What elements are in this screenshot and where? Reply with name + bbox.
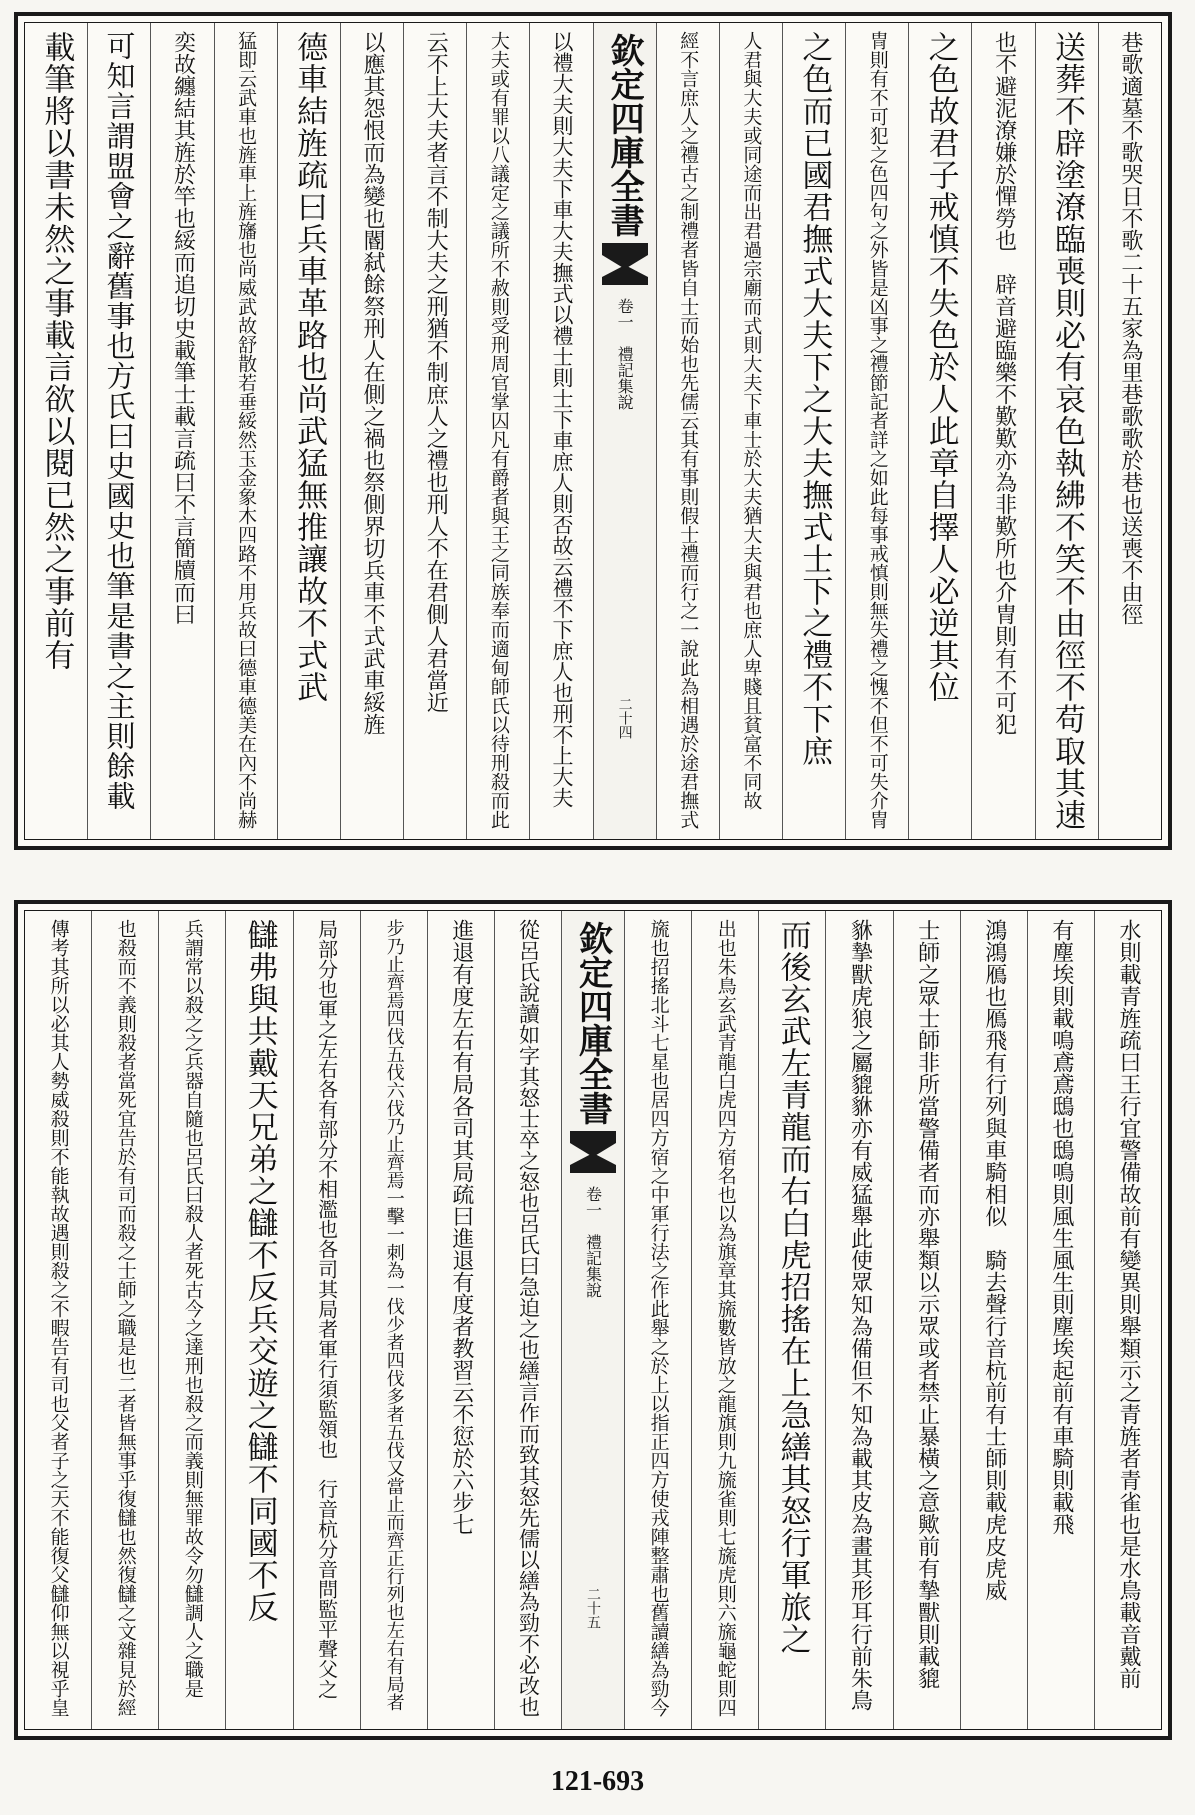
book-title: 卷一 禮記集說 <box>615 298 635 410</box>
column-text: 步乃止齊焉四伐五伐六伐乃止齊焉一擊一刺為一伐少者四伐多者五伐又當止而齊正行列也左右有局者 <box>383 919 405 1711</box>
column-text: 旒也招搖北斗七星也居四方宿之中軍行法之作此舉之於上以指正四方使戎陣整肅也舊讀繕為勁今 <box>647 919 670 1717</box>
book-title: 卷一 禮記集說 <box>583 1186 603 1298</box>
column-text: 人君與大夫或同途而出君過宗廟而式則大夫下車士於大夫猶大夫與君也庶人卑賤且貧富不同故 <box>740 31 763 810</box>
column-text: 兵謂常以殺之之兵器自隨也呂氏曰殺人者死古今之達刑也殺之而義則無罪故令勿讎調人之職是 <box>181 919 204 1698</box>
top-page <box>14 12 1172 850</box>
text-column <box>825 911 892 1729</box>
column-text: 奕故纏結其旌於竿也綏而追切史載筆士載言疏曰不言簡牘而曰 <box>170 31 196 625</box>
column-text: 出也朱鳥玄武青龍白虎四方宿名也以為旗章其旒數皆放之龍旗則九旒雀則七旒虎則六旒龜蛇則四 <box>714 919 737 1717</box>
text-column <box>214 23 277 839</box>
text-column <box>656 23 719 839</box>
text-column <box>529 23 592 839</box>
column-text: 水則載青旌疏曰王行宜警備故前有變異則舉類示之青旌者青雀也是水鳥載音戴前 <box>1115 919 1141 1689</box>
text-column <box>960 911 1027 1729</box>
bottom-page <box>14 900 1172 1740</box>
bottom-page-frame <box>24 910 1162 1730</box>
text-column <box>25 911 91 1729</box>
center-fold-column <box>593 23 656 839</box>
column-text: 也不避泥潦嫌於憚勞也 辟音避臨樂不歎歎亦為非歎所也介冑則有不可犯 <box>991 31 1017 735</box>
fishtail-mark-icon <box>568 1129 618 1175</box>
text-column <box>624 911 691 1729</box>
column-text: 之色而已國君撫式大夫下之大夫撫式士下之禮不下庶 <box>796 31 833 767</box>
text-column <box>691 911 758 1729</box>
text-column <box>845 23 908 839</box>
text-column <box>1035 23 1098 839</box>
text-column <box>908 23 971 839</box>
center-fold-column <box>561 911 624 1729</box>
column-text: 德車結旌疏曰兵車革路也尚武猛無推讓故不式武 <box>291 31 328 703</box>
column-text: 有塵埃則載鳴鳶鳶鴟也鴟鳴則風生風生則塵埃起前有車騎則載飛 <box>1048 919 1074 1535</box>
text-column <box>719 23 782 839</box>
column-text: 而後玄武左青龍而右白虎招搖在上急繕其怒行軍旅之 <box>774 919 811 1655</box>
bottom-text-columns <box>25 911 1161 1729</box>
text-column <box>87 23 150 839</box>
column-text: 以禮大夫則大夫下車大夫撫式以禮士則士下車庶人則否故云禮不下庶人也刑不上大夫 <box>550 31 575 808</box>
header-title: 欽定四庫全書 <box>572 921 613 1125</box>
column-text: 以應其怨恨而為變也閽弑餘祭刑人在側之禍也祭側界切兵車不式武車綏旌 <box>360 31 386 735</box>
text-column <box>1027 911 1094 1729</box>
footer-page-number: 121-693 <box>550 1766 645 1797</box>
fishtail-mark-icon <box>600 241 650 287</box>
column-text: 大夫或有罪以八議定之議所不赦則受刑周官掌囚凡有爵者與王之同族奉而適甸師氏以待刑殺而此 <box>487 31 510 829</box>
text-column <box>1098 23 1161 839</box>
text-column <box>893 911 960 1729</box>
text-column <box>91 911 158 1729</box>
column-text: 巷歌適墓不歌哭日不歌二十五家為里巷歌歌於巷也送喪不由徑 <box>1117 31 1143 625</box>
column-text: 可知言謂盟會之辭舊事也方氏曰史國史也筆是書之主則餘載 <box>102 31 137 811</box>
column-text: 局部分也軍之左右各有部分不相濫也各司其局者軍行須監領也 行音杭分音問監平聲父之 <box>314 919 339 1699</box>
column-text: 傳考其所以必其人勢威殺則不能執故遇則殺之不暇告有司也父者子之天不能復父讎仰無以視乎皇 <box>47 919 70 1717</box>
column-text: 猛即云武車也旌車上旌旛也尚威武故舒散若垂綏然玉金象木四路不用兵故曰德車德美在內不尚赫 <box>235 31 258 829</box>
column-text: 貅摯獸虎狼之屬貔貅亦有威猛舉此使眾知為備但不知為載其皮為畫其形耳行前朱鳥 <box>847 919 873 1711</box>
text-column <box>25 23 87 839</box>
text-column <box>158 911 225 1729</box>
text-column <box>466 23 529 839</box>
text-column <box>403 23 466 839</box>
column-text: 送葬不辟塗潦臨喪則必有哀色執紼不笑不由徑不苟取其速 <box>1049 31 1086 831</box>
column-text: 讎弗與共戴天兄弟之讎不反兵交遊之讎不同國不反 <box>241 919 278 1623</box>
column-text: 經不言庶人之禮古之制禮者皆自士而始也先儒云其有事則假士禮而行之一說此為相遇於途君撫式 <box>677 31 700 829</box>
text-column <box>427 911 494 1729</box>
top-page-frame <box>24 22 1162 840</box>
top-text-columns <box>25 23 1161 839</box>
text-column <box>293 911 360 1729</box>
text-column <box>150 23 213 839</box>
leaf-number: 二十五 <box>585 1587 601 1629</box>
text-column <box>494 911 561 1729</box>
text-column <box>277 23 340 839</box>
text-column <box>225 911 292 1729</box>
text-column <box>340 23 403 839</box>
text-column <box>1094 911 1161 1729</box>
text-column <box>758 911 825 1729</box>
header-title: 欽定四庫全書 <box>604 33 645 237</box>
column-text: 從呂氏說讀如字其怒士卒之怒也呂氏曰急迫之也繕言作而致其怒先儒以繕為勁不必改也 <box>516 919 541 1717</box>
column-text: 之色故君子戒慎不失色於人此章自擇人必逆其位 <box>922 31 959 703</box>
column-text: 進退有度左右有局各司其局疏曰進退有度者教習云不愆於六步七 <box>448 919 474 1535</box>
column-text: 鴻鴻鴈也鴈飛有行列與車騎相似 騎去聲行音杭前有士師則載虎皮虎威 <box>981 919 1007 1601</box>
text-column <box>360 911 427 1729</box>
column-text: 云不上大夫者言不制大夫之刑猶不制庶人之禮也刑人不在君側人君當近 <box>423 31 449 713</box>
column-text: 載筆將以書未然之事載言欲以閱已然之事前有 <box>38 31 75 671</box>
text-column <box>782 23 845 839</box>
leaf-number: 二十四 <box>616 697 633 739</box>
column-text: 也殺而不義則殺者當死宜告於有司而殺之士師之職是也二者皆無事乎復讎也然復讎之文雜見於經 <box>114 919 137 1717</box>
text-column <box>971 23 1034 839</box>
column-text: 士師之眾士師非所當警備者而亦舉類以示眾或者禁止暴橫之意歟前有摯獸則載貔 <box>914 919 940 1689</box>
column-text: 冑則有不可犯之色四句之外皆是凶事之禮節記者詳之如此每事戒慎則無失禮之愧不但不可失介冑 <box>866 31 889 829</box>
